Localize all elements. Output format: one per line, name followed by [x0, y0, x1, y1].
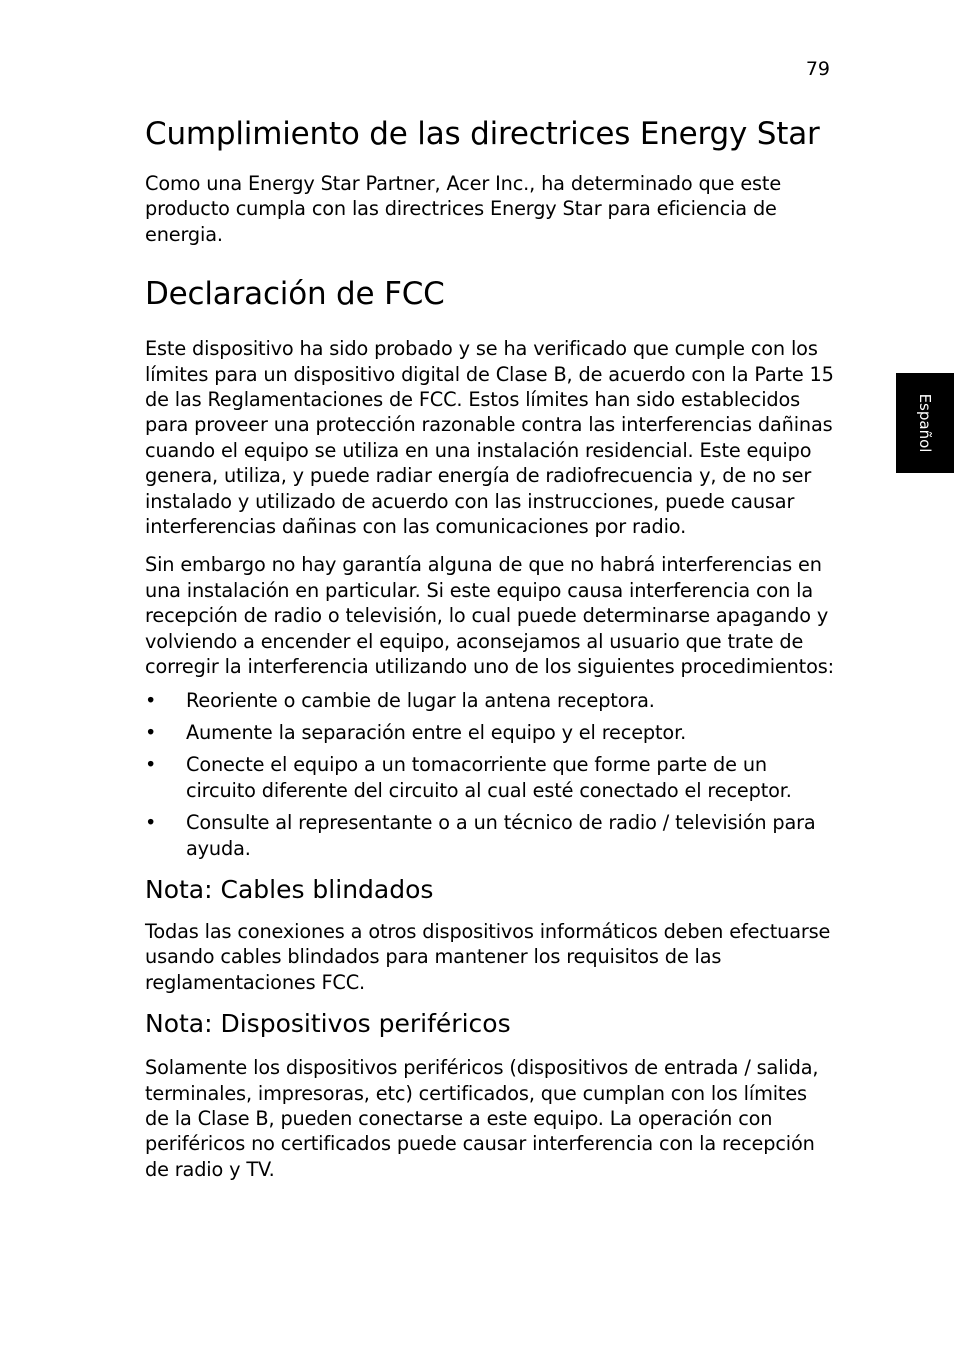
peripherals-paragraph: Solamente los dispositivos periféricos (dispositivos de entrada / salida, terminales, impresoras, etc) certificados, que cumplan con los límites de la Clase B, pueden conectarse a este equipo. La operación con periféricos no certificados puede causar interferencia con la recepción de radio y TV.: [145, 1056, 819, 1181]
energy-star-heading: Cumplimiento de las directrices Energy Star: [145, 116, 820, 152]
peripherals-heading: Nota: Dispositivos periféricos: [145, 1009, 511, 1039]
language-tab-label: Español: [916, 393, 934, 453]
list-item: [145, 720, 835, 745]
fcc-procedure-list: [145, 688, 835, 861]
language-side-tab: [896, 373, 954, 473]
shielded-cables-paragraph: Todas las conexiones a otros dispositivos informáticos deben efectuarse usando cables blindados para mantener los requisitos de las reglamentaciones FCC.: [145, 919, 831, 994]
list-item: [145, 752, 835, 803]
bullet-icon: •: [145, 720, 157, 744]
fcc-paragraph-2: Sin embargo no hay garantía alguna de que no habrá interferencias en una instalación en particular. Si este equipo causa interferencia con la recepción de radio o televisión, lo cual puede determinarse apagando y volviendo a encender el equipo, aconsejamos al usuario que trate de corregir la interferencia utilizando uno de los siguientes procedimientos:: [145, 553, 834, 679]
bullet-icon: •: [145, 688, 157, 712]
shielded-cables-heading: Nota: Cables blindados: [145, 874, 434, 904]
fcc-heading: Declaración de FCC: [145, 276, 445, 313]
list-item-text: Reoriente o cambie de lugar la antena receptora.: [186, 688, 655, 712]
page-number: 79: [805, 58, 830, 80]
list-item-text: Conecte el equipo a un tomacorriente que forme parte de un circuito diferente del circuito al cual esté conectado el receptor.: [186, 753, 792, 802]
list-item: [145, 810, 835, 861]
list-item: [145, 688, 835, 713]
fcc-paragraph-1: Este dispositivo ha sido probado y se ha verificado que cumple con los límites para un dispositivo digital de Clase B, de acuerdo con la Parte 15 de las Reglamentaciones de FCC. Estos límites han sido establecidos para proveer una protección razonable contra las interferencias dañinas cuando el equipo se utiliza en una instalación residencial. Este equipo genera, utiliza, y puede radiar energía de radiofrecuencia y, de no ser instalado y utilizado de acuerdo con las instrucciones, puede causar interferencias dañinas con las comunicaciones por radio.: [145, 337, 834, 539]
bullet-icon: •: [145, 753, 157, 777]
bullet-icon: •: [145, 811, 157, 835]
list-item-text: Aumente la separación entre el equipo y el receptor.: [186, 720, 687, 744]
energy-star-paragraph: Como una Energy Star Partner, Acer Inc., ha determinado que este producto cumpla con las directrices Energy Star para eficiencia de energia.: [145, 172, 782, 246]
page-content: [145, 114, 835, 1182]
list-item-text: Consulte al representante o a un técnico de radio / televisión para ayuda.: [186, 811, 816, 860]
